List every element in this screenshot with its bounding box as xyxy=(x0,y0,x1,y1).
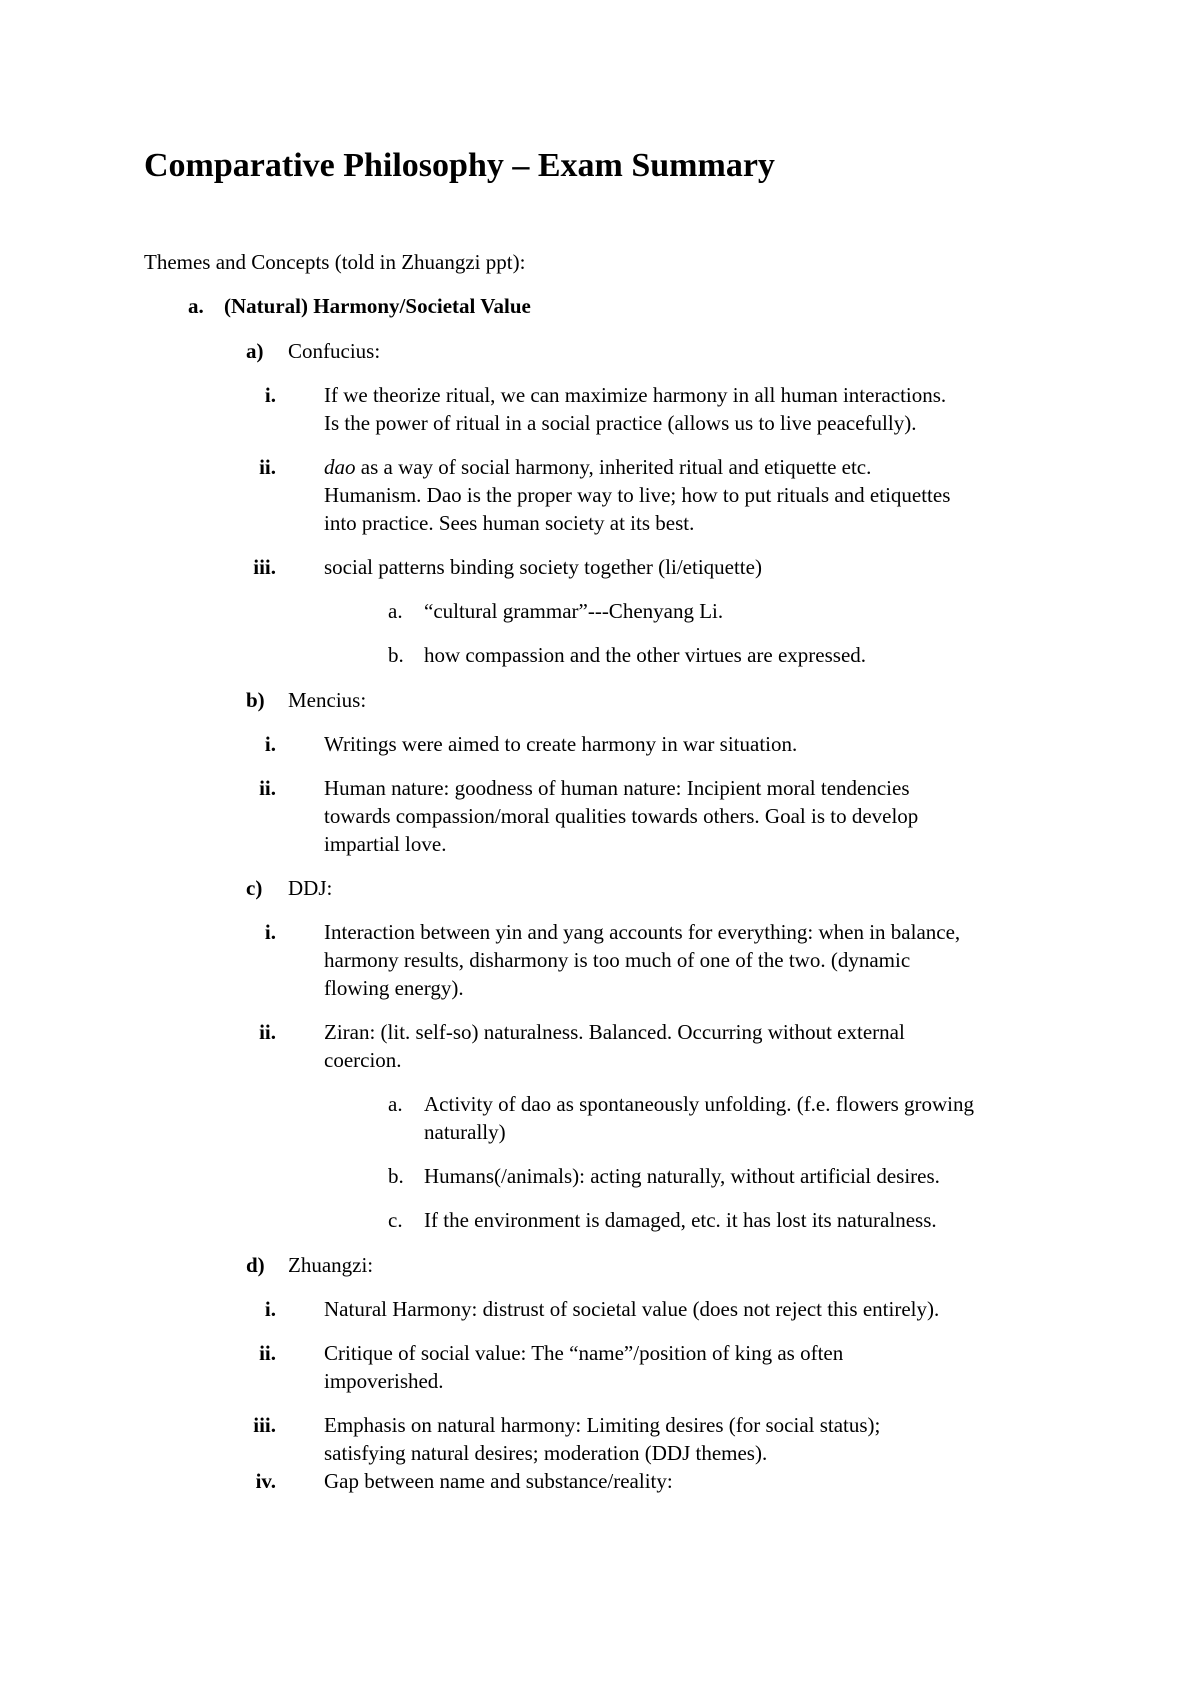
text-line: Interaction between yin and yang accounts for everything: when in balance, xyxy=(324,920,961,944)
text-line: Gap between name and substance/reality: xyxy=(324,1469,673,1493)
list-marker: c) xyxy=(246,876,263,900)
list-marker: iii. xyxy=(253,1413,276,1437)
text-fragment: as a way of social harmony, inherited ritual and etiquette etc. xyxy=(355,455,872,479)
list-marker: a. xyxy=(388,1092,403,1116)
text-line: flowing energy). xyxy=(324,976,464,1000)
text-line: satisfying natural desires; moderation (DDJ themes). xyxy=(324,1441,768,1465)
label: Mencius: xyxy=(288,688,367,712)
text-line: Is the power of ritual in a social practice (allows us to live peacefully). xyxy=(324,411,917,435)
text-line: coercion. xyxy=(324,1048,402,1072)
text-line: Humanism. Dao is the proper way to live; how to put rituals and etiquettes xyxy=(324,483,951,507)
text-line: naturally) xyxy=(424,1120,506,1144)
text-line: Writings were aimed to create harmony in war situation. xyxy=(324,732,798,756)
text-line xyxy=(324,453,950,481)
text-line: Ziran: (lit. self-so) naturalness. Balanced. Occurring without external xyxy=(324,1020,905,1044)
text-line: Human nature: goodness of human nature: Incipient moral tendencies xyxy=(324,776,910,800)
heading-text: (Natural) Harmony/Societal Value xyxy=(224,294,531,318)
list-marker: ii. xyxy=(259,1341,276,1365)
list-marker: ii. xyxy=(259,1020,276,1044)
text-line: If we theorize ritual, we can maximize harmony in all human interactions. xyxy=(324,383,947,407)
label: DDJ: xyxy=(288,876,333,900)
list-marker: b. xyxy=(388,1164,404,1188)
text-line: Activity of dao as spontaneously unfolding. (f.e. flowers growing xyxy=(424,1092,974,1116)
list-marker: c. xyxy=(388,1208,403,1232)
list-marker: b) xyxy=(246,688,265,712)
list-marker: a. xyxy=(388,599,403,623)
list-marker: i. xyxy=(264,920,276,944)
text-line: Natural Harmony: distrust of societal value (does not reject this entirely). xyxy=(324,1297,940,1321)
list-marker: a) xyxy=(246,339,264,363)
list-marker: ii. xyxy=(259,776,276,800)
dao-term: dao xyxy=(324,455,356,479)
intro-text: Themes and Concepts (told in Zhuangzi ppt): xyxy=(144,250,526,274)
list-marker: a. xyxy=(188,294,204,318)
list-marker: i. xyxy=(264,383,276,407)
list-marker: i. xyxy=(264,1297,276,1321)
text-line: Critique of social value: The “name”/position of king as often xyxy=(324,1341,844,1365)
text-line: into practice. Sees human society at its best. xyxy=(324,511,695,535)
text-line: If the environment is damaged, etc. it has lost its naturalness. xyxy=(424,1208,937,1232)
text-line: “cultural grammar”---Chenyang Li. xyxy=(424,599,724,623)
page-title: Comparative Philosophy – Exam Summary xyxy=(144,147,775,184)
text-line: impoverished. xyxy=(324,1369,444,1393)
label: Zhuangzi: xyxy=(288,1253,374,1277)
text-line: Humans(/animals): acting naturally, without artificial desires. xyxy=(424,1164,940,1188)
label: Confucius: xyxy=(288,339,381,363)
list-marker: i. xyxy=(264,732,276,756)
text-line: social patterns binding society together (li/etiquette) xyxy=(324,555,762,579)
list-marker: iv. xyxy=(255,1469,276,1493)
text-line: impartial love. xyxy=(324,832,447,856)
text-line: how compassion and the other virtues are expressed. xyxy=(424,643,867,667)
text-line: towards compassion/moral qualities towards others. Goal is to develop xyxy=(324,804,919,828)
list-marker: b. xyxy=(388,643,404,667)
text-line: harmony results, disharmony is too much of one of the two. (dynamic xyxy=(324,948,911,972)
text-line: Emphasis on natural harmony: Limiting desires (for social status); xyxy=(324,1413,881,1437)
list-marker: d) xyxy=(246,1253,265,1277)
list-marker: iii. xyxy=(253,555,276,579)
list-marker: ii. xyxy=(259,455,276,479)
